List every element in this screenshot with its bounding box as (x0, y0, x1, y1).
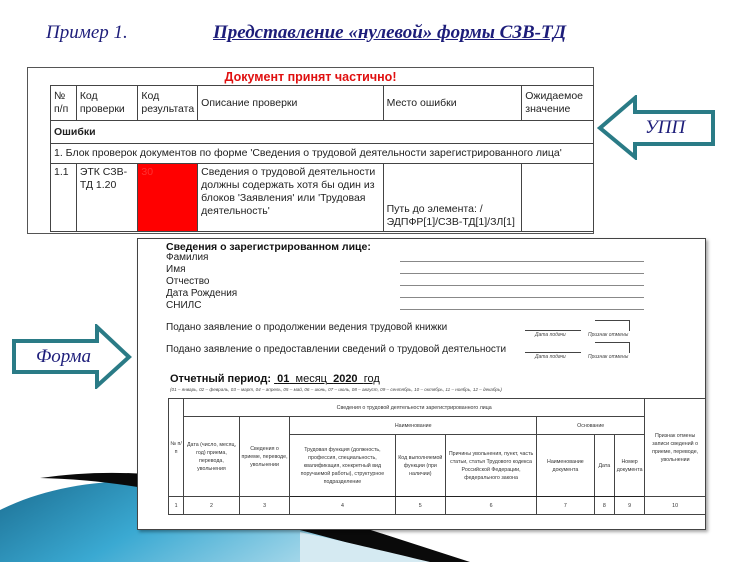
date-caption: Дата подачи (535, 354, 566, 360)
group-basis: Основание (537, 417, 645, 435)
col-docdate: Дата (594, 435, 614, 497)
field-label-patronymic: Отчество (166, 276, 210, 287)
column-numbers-row (169, 497, 706, 515)
col-check-code: Код проверки (76, 86, 138, 121)
block-title-row (51, 144, 594, 164)
row-location: Путь до элемента: /ЭДПФР[1]/СЗВ-ТД[1]/ЗЛ[1] (383, 164, 522, 232)
form-section-title: Сведения о зарегистрированном лице: (166, 241, 371, 253)
period-year[interactable]: 2020 (333, 373, 358, 385)
group-title: Сведения о трудовой деятельности зарегистрированного лица (184, 399, 645, 417)
col-result-code: Код результата (138, 86, 198, 121)
flag-caption: Признак отмены (588, 332, 629, 338)
table-row (51, 164, 594, 232)
row-expected (522, 164, 594, 232)
application-workbook-cancel-flag[interactable] (595, 320, 630, 331)
date-caption: Дата подачи (535, 332, 566, 338)
col-description: Описание проверки (198, 86, 383, 121)
col-number: 2 (184, 497, 240, 515)
upp-protocol-panel (27, 67, 594, 234)
birthdate-field[interactable] (400, 297, 644, 298)
page-title[interactable]: Представление «нулевой» формы СЗВ-ТД (213, 22, 567, 43)
col-function: Трудовая функция (должность, профессия, специальность, квалификация, конкретный вид поручаемой работы), структурное подразделение (290, 435, 395, 497)
reporting-period (170, 373, 380, 385)
col-num: № п/п (169, 399, 184, 497)
col-location: Место ошибки (383, 86, 522, 121)
upp-arrow-label: УПП (645, 117, 686, 138)
col-number: 7 (537, 497, 595, 515)
application-workbook-text: Подано заявление о продолжении ведения трудовой книжки (166, 322, 448, 333)
period-year-word: год (363, 373, 380, 385)
group-naming: Наименование (290, 417, 537, 435)
application-workbook-date-field[interactable] (525, 330, 581, 331)
patronymic-field[interactable] (400, 285, 644, 286)
flag-caption: Признак отмены (588, 354, 629, 360)
upp-arrow (597, 95, 717, 160)
section-errors: Ошибки (51, 121, 594, 144)
col-docname: Наименование документа (537, 435, 595, 497)
snils-field[interactable] (400, 309, 644, 310)
col-code: Код выполняемой функции (при наличии) (395, 435, 446, 497)
row-result-code: 30 (138, 164, 198, 232)
application-info-date-field[interactable] (525, 352, 581, 353)
form-arrow (12, 324, 132, 389)
status-banner: Документ принят частично! (224, 70, 397, 84)
col-cancel: Признак отмены записи сведений о приеме, переводе, увольнении (645, 399, 706, 497)
block-title: 1. Блок проверок документов по форме 'Сведения о трудовой деятельности зарегистрированного лица' (51, 144, 594, 164)
col-expected: Ожидаемое значение (522, 86, 594, 121)
col-num: № п/п (51, 86, 77, 121)
col-number: 3 (239, 497, 290, 515)
row-description: Сведения о трудовой деятельности должны содержать хотя бы один из блоков 'Заявления' или 'Трудовая деятельность' (198, 164, 383, 232)
col-number: 4 (290, 497, 395, 515)
col-number: 1 (169, 497, 184, 515)
upp-results-table (50, 85, 594, 232)
table-header-row (51, 86, 594, 121)
col-date: Дата (число, месяц, год) приема, перевода, увольнения (184, 417, 240, 497)
application-info-text: Подано заявление о предоставлении сведений о трудовой деятельности (166, 344, 507, 355)
col-reason: Причины увольнения, пункт, часть статьи, статья Трудового кодекса Российской Федерации, федерального закона (446, 435, 537, 497)
col-docnum: Номер документа (614, 435, 644, 497)
name-field[interactable] (400, 273, 644, 274)
row-num: 1.1 (51, 164, 77, 232)
field-label-birthdate: Дата Рождения (166, 288, 238, 299)
period-month[interactable]: 01 (277, 373, 290, 385)
field-label-name: Имя (166, 264, 186, 275)
period-label: Отчетный период: (170, 373, 272, 385)
form-arrow-label: Форма (36, 346, 91, 367)
example-label: Пример 1. (46, 22, 128, 43)
col-number: 6 (446, 497, 537, 515)
employment-records-table (168, 398, 706, 515)
col-number: 10 (645, 497, 706, 515)
surname-field[interactable] (400, 261, 644, 262)
section-errors-row (51, 121, 594, 144)
col-number: 5 (395, 497, 446, 515)
months-legend: (01 – январь, 02 – февраль, 03 – март, 04 – апрель, 05 – май, 06 – июнь, 07 – июль, 08 – август, 09 – сентябрь, 10 – октябрь, 11 – ноябрь, 12 – декабрь) (170, 387, 502, 392)
col-number: 8 (594, 497, 614, 515)
row-check-code: ЭТК СЗВ-ТД 1.20 (76, 164, 138, 232)
col-info: Сведения о приеме, переводе, увольнении (239, 417, 290, 497)
period-month-word: месяц (295, 373, 327, 385)
col-number: 9 (614, 497, 644, 515)
field-label-snils: СНИЛС (166, 300, 202, 311)
szv-td-form-panel (137, 238, 706, 530)
field-label-surname: Фамилия (166, 252, 209, 263)
application-info-cancel-flag[interactable] (595, 342, 630, 353)
